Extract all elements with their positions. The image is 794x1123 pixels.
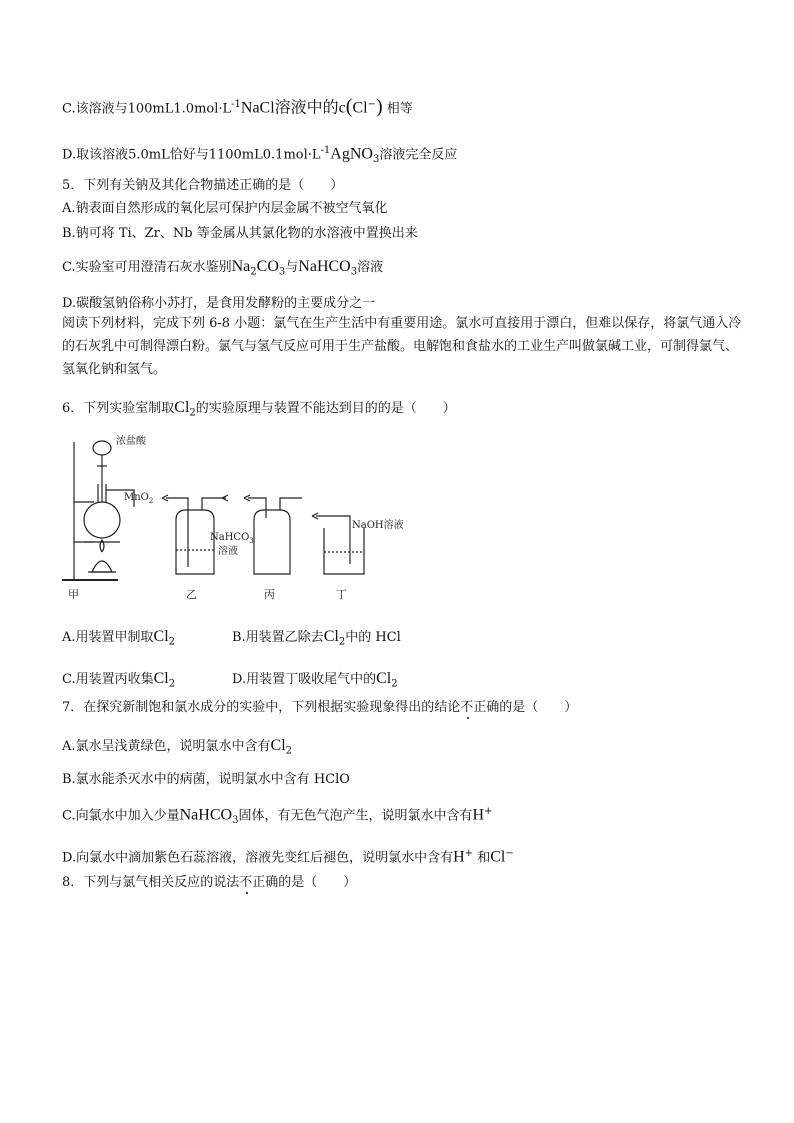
formula: NaCl溶液中的c [240, 99, 346, 117]
text: C.该溶液与100mL1.0mol·L [62, 101, 232, 117]
text: A.用装置甲制取 [62, 630, 154, 645]
text: 正确的是（ ） [473, 700, 578, 715]
formula: Cl [270, 737, 286, 754]
emphasis-dot: 不 [239, 875, 253, 890]
ion: H [453, 848, 465, 866]
sup: -1 [231, 99, 241, 110]
formula: Cl [323, 628, 339, 645]
option-d-prev [62, 142, 457, 169]
formula: Cl [376, 670, 392, 687]
text: B.用装置乙除去 [232, 630, 324, 645]
formula: CO [256, 258, 279, 275]
q7-option-c [62, 803, 492, 830]
alcohol-lamp [92, 561, 112, 572]
outlet-tube [202, 498, 226, 510]
inlet-tube [166, 498, 188, 567]
paren-close: ) [375, 95, 383, 118]
q5-option-d: D.碳酸氢钠俗称小苏打，是食用发酵粉的主要成分之一 [62, 296, 376, 311]
text: D.向氯水中滴加紫色石蕊溶液，溶液先变红后褪色，说明氯水中含有 [62, 850, 454, 866]
q6-option-c [62, 670, 175, 694]
sub: 2 [189, 407, 196, 419]
text: C.实验室可用澄清石灰水鉴别 [62, 260, 232, 275]
text: 6．下列实验室制取 [62, 401, 175, 416]
q7-option-b: B.氯水能杀灭水中的病菌，说明氯水中含有 HClO [62, 772, 350, 787]
round-flask [84, 502, 120, 538]
q7-stem [62, 699, 577, 717]
sup: + [464, 848, 474, 859]
caption-yi: 乙 [186, 588, 197, 601]
q7-option-d [62, 845, 514, 867]
wash-bottle [176, 510, 214, 574]
text: 相等 [386, 101, 413, 117]
sub: 2 [168, 636, 176, 648]
formula: AgNO [330, 145, 373, 163]
q5-option-c [62, 258, 383, 282]
sub: 3 [278, 266, 286, 278]
label-hcl: 浓盐酸 [116, 436, 146, 447]
short-tube [248, 498, 266, 518]
sup: + [484, 806, 493, 817]
sub: 2 [168, 678, 176, 690]
text: 和 [477, 850, 491, 866]
sup: − [505, 848, 514, 859]
formula: NaHCO [298, 258, 351, 275]
text: 溶液完全反应 [379, 147, 458, 163]
text: A.氯水呈浅黄绿色，说明氯水中含有 [62, 739, 271, 754]
text: 溶液 [357, 260, 384, 275]
label-naoh: NaOH溶液 [352, 520, 404, 531]
sub: 2 [285, 745, 293, 757]
label-nahco3-sol: 溶液 [218, 546, 238, 557]
sub: 2 [391, 678, 398, 690]
reading-passage: 阅读下列材料，完成下列 6-8 小题：氯气在生产生活中有重要用途。氯水可直接用于漂白，但难以保存，将氯气通入冷的石灰乳中可制得漂白粉。氯气与氢气反应可用于生产盐酸。电解饱和食盐水的工业生产叫做氯碱工业，可制得氯气、氢氧化钠和氢气。 [62, 316, 742, 377]
q5-stem: 5．下列有关钠及其化合物描述正确的是（ ） [62, 178, 344, 193]
q8-stem [62, 874, 356, 892]
sub: 3 [350, 266, 358, 278]
paren-open: ( [345, 95, 353, 118]
sub: 3 [232, 814, 239, 826]
text: C.用装置丙收集 [62, 672, 154, 687]
formula: Cl [153, 670, 169, 687]
sup: − [367, 99, 376, 110]
formula: Na [231, 258, 251, 275]
beaker [324, 528, 364, 574]
sub: 2 [338, 636, 346, 648]
label-nahco3: NaHCO$_3$ [210, 532, 254, 545]
emphasis-dot: 不 [460, 700, 474, 715]
formula: Cl [153, 628, 169, 645]
sub: 2 [250, 266, 257, 278]
apparatus-figure [58, 432, 438, 602]
q6-option-b [232, 628, 401, 652]
q5-option-a: A.钠表面自然形成的氧化层可保护内层金属不被空气氧化 [62, 201, 388, 216]
text: 正确的是（ ） [252, 875, 357, 890]
option-c-prev [62, 96, 413, 118]
q6-option-d [232, 670, 398, 694]
separatory-funnel [93, 441, 111, 455]
text: C.向氯水中加入少量 [62, 808, 180, 824]
text: 8．下列与氯气相关反应的说法 [62, 875, 240, 890]
text: 固体，有无色气泡产生，说明氯水中含有 [238, 808, 473, 824]
long-tube [280, 498, 302, 510]
formula: NaHCO [179, 806, 233, 824]
text: 中的 HCl [345, 630, 401, 645]
q6-stem [62, 399, 456, 423]
text: D.用装置丁吸收尾气中的 [232, 672, 377, 687]
label-mno2: MnO$_2$ [124, 492, 154, 505]
ion: H [472, 806, 485, 824]
text: 的实验原理与装置不能达到目的的是（ ） [195, 401, 456, 416]
q6-option-a [62, 628, 175, 652]
formula: Cl [174, 399, 190, 416]
sup: -1 [320, 145, 331, 156]
text: 与 [285, 260, 299, 275]
sub: 3 [372, 153, 380, 165]
q5-option-b: B.钠可将 Ti、Zr、Nb 等金属从其氯化物的水溶液中置换出来 [62, 226, 418, 241]
collect-bottle [254, 510, 290, 574]
caption-ding: 丁 [336, 588, 347, 601]
q7-option-a [62, 737, 292, 761]
text: 7．在探究新制饱和氯水成分的实验中，下列根据实验现象得出的结论 [62, 700, 461, 715]
ion: Cl [490, 848, 506, 866]
text: D.取该溶液5.0mL恰好与1100mL0.1mol·L [62, 147, 321, 163]
absorb-tube [316, 516, 350, 564]
caption-jia: 甲 [68, 588, 79, 601]
caption-bing: 丙 [264, 588, 275, 601]
ion: Cl [352, 99, 368, 117]
